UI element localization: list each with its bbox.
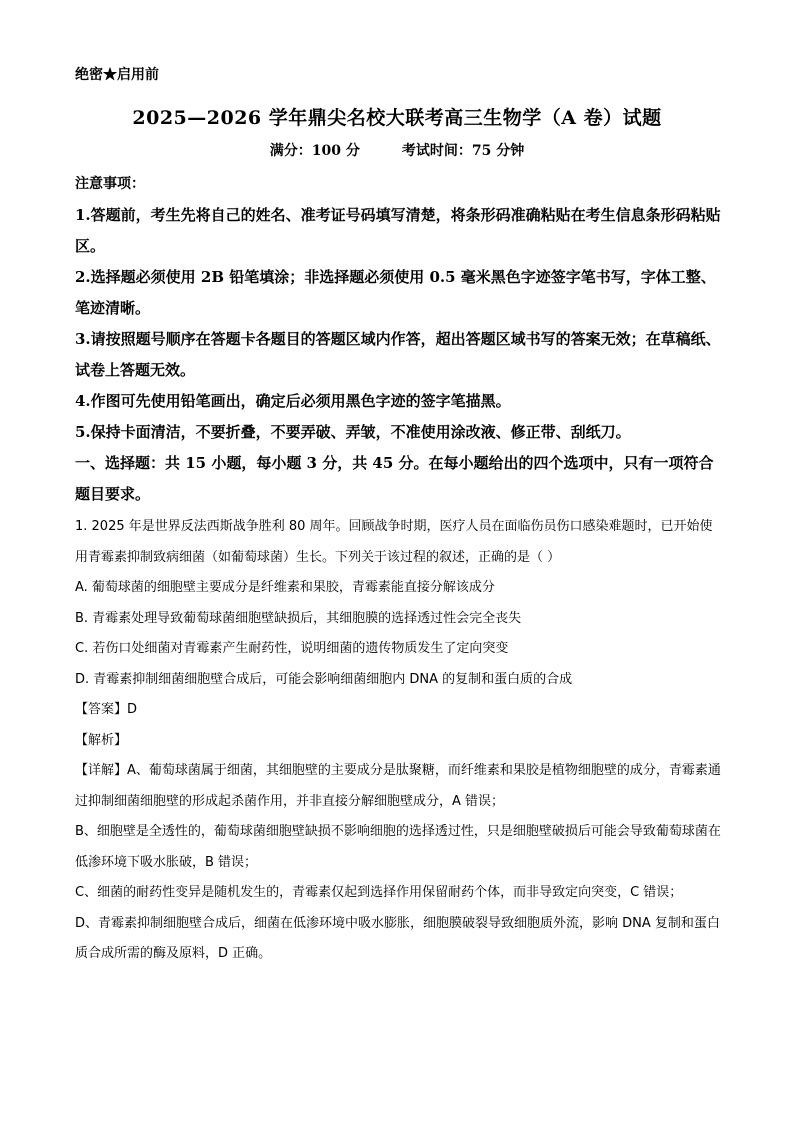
confidential-label: 绝密★启用前 — [75, 67, 159, 83]
question-stem: 1. 2025 年是世界反法西斯战争胜利 80 周年。回顾战争时期，医疗人员在面临伤员伤口感染难题时，已开始使用青霉素抑制致病细菌（如葡萄球菌）生长。下列关于该过程的叙述，正确的是（ ） — [75, 519, 713, 565]
explanation-b: B、细胞壁是全透性的，葡萄球菌细胞壁缺损不影响细胞的选择透过性，只是细胞壁破损后可能会导致葡萄球菌在低渗环境下吸水胀破，B 错误； — [75, 824, 721, 870]
exam-title: 2025—2026 学年鼎尖名校大联考高三生物学（A 卷）试题 — [132, 107, 662, 129]
option-c: C. 若伤口处细菌对青霉素产生耐药性，说明细菌的遗传物质发生了定向突变 — [75, 641, 509, 656]
full-score: 满分：100 分 — [269, 143, 360, 159]
section-heading: 一、选择题：共 15 小题，每小题 3 分，共 45 分。在每小题给出的四个选项中，只有一项符合题目要求。 — [75, 454, 714, 503]
note-item: 3.请按照题号顺序在答题卡各题目的答题区域内作答，超出答题区域书写的答案无效；在草稿纸、试卷上答题无效。 — [75, 330, 721, 379]
option-a: A. 葡萄球菌的细胞壁主要成分是纤维素和果胶，青霉素能直接分解该成分 — [75, 580, 495, 595]
note-item: 1.答题前，考生先将自己的姓名、准考证号码填写清楚，将条形码准确粘贴在考生信息条形码粘贴区。 — [75, 206, 721, 255]
explanation-d: D、青霉素抑制细胞壁合成后，细菌在低渗环境中吸水膨胀，细胞膜破裂导致细胞质外流，影响 DNA 复制和蛋白质合成所需的酶及原料，D 正确。 — [75, 915, 720, 961]
exam-meta — [0, 140, 794, 160]
option-d: D. 青霉素抑制细菌细胞壁合成后，可能会影响细菌细胞内 DNA 的复制和蛋白质的合成 — [75, 671, 573, 687]
notes-heading: 注意事项： — [75, 176, 145, 192]
question-1 — [75, 512, 725, 970]
option-b: B. 青霉素处理导致葡萄球菌细胞壁缺损后，其细胞膜的选择透过性会完全丧失 — [75, 610, 522, 626]
explanation-a: 【详解】A、葡萄球菌属于细菌，其细胞壁的主要成分是肽聚糖，而纤维素和果胶是植物细胞壁的成分，青霉素通过抑制细菌细胞壁的形成起杀菌作用，并非直接分解细胞壁成分，A 错误； — [75, 763, 721, 809]
note-item: 2.选择题必须使用 2B 铅笔填涂；非选择题必须使用 0.5 毫米黑色字迹签字笔书写，字体工整、笔迹清晰。 — [75, 268, 716, 317]
note-item: 5.保持卡面清洁，不要折叠，不要弄破、弄皱，不准使用涂改液、修正带、刮纸刀。 — [75, 423, 631, 441]
notes-section — [75, 170, 725, 510]
exam-time: 考试时间：75 分钟 — [401, 143, 525, 159]
note-item: 4.作图可先使用铅笔画出，确定后必须用黑色字迹的签字笔描黑。 — [75, 392, 511, 410]
answer-label: 【答案】D — [75, 702, 138, 717]
analysis-label: 【解析】 — [75, 732, 128, 748]
explanation-c: C、细菌的耐药性变异是随机发生的，青霉素仅起到选择作用保留耐药个体，而非导致定向突变，C 错误； — [75, 885, 683, 900]
